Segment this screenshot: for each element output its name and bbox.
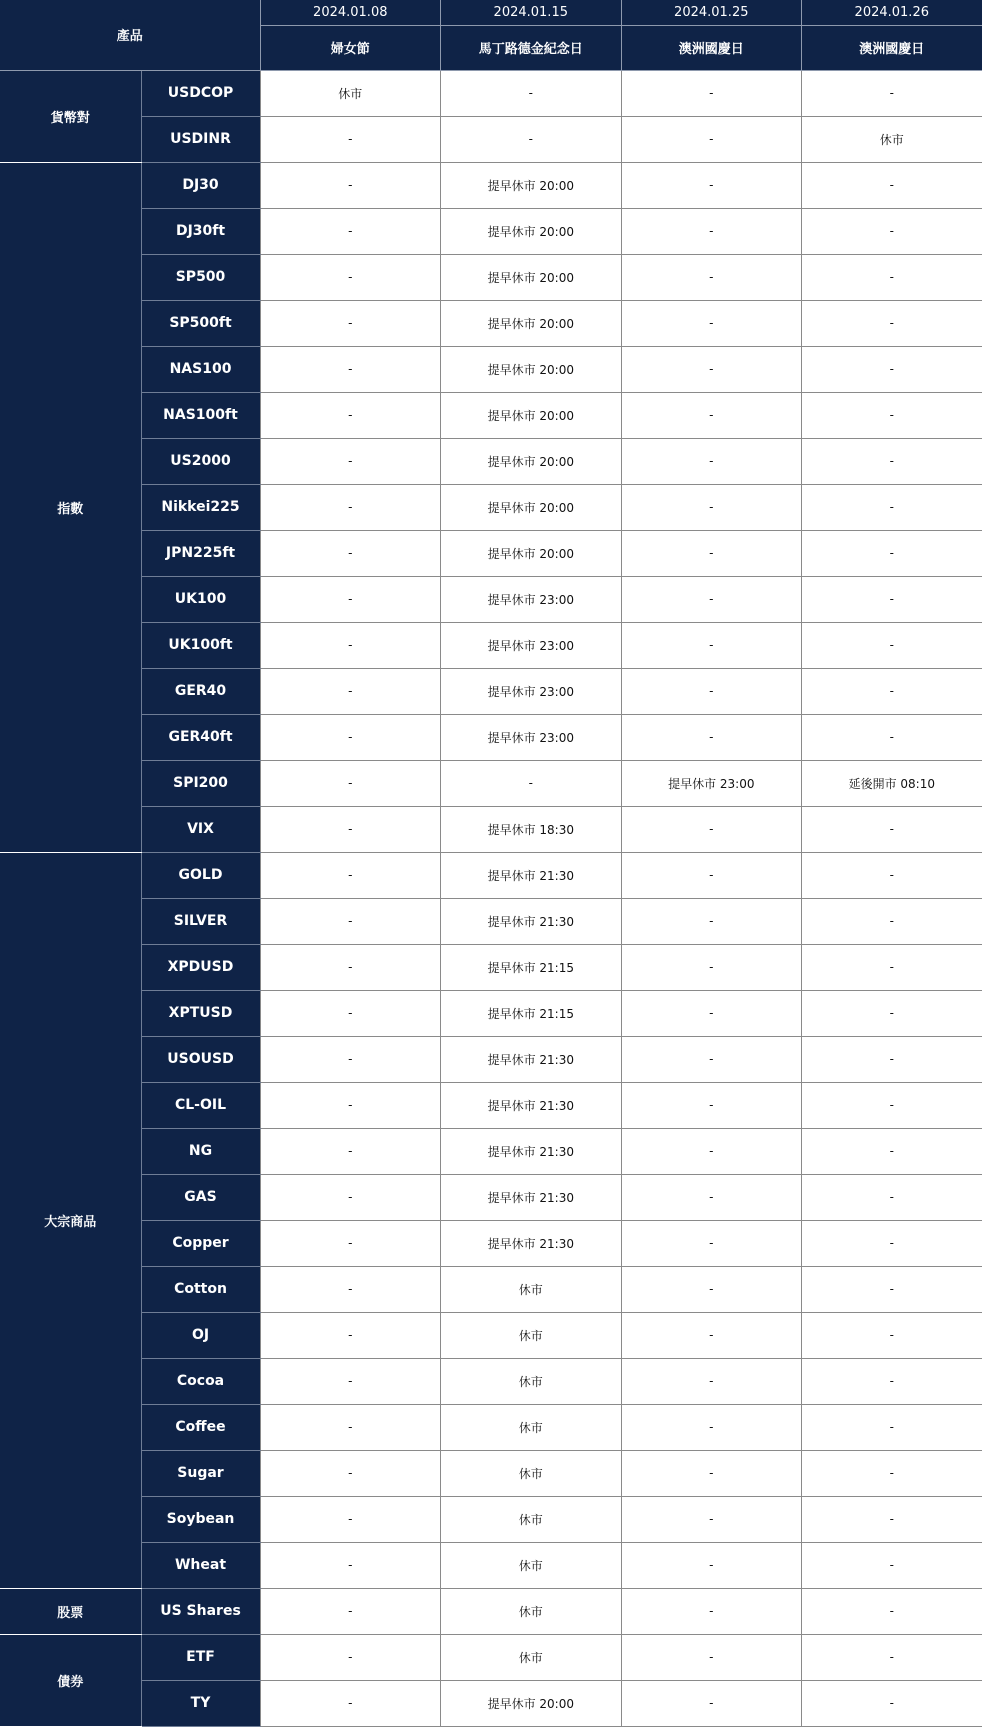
schedule-cell: 提早休市 20:00 <box>441 346 622 392</box>
table-row <box>0 162 982 208</box>
schedule-cell: - <box>260 1128 441 1174</box>
schedule-cell: - <box>802 1312 982 1358</box>
product-header: 產品 <box>0 0 260 70</box>
schedule-cell: - <box>260 1542 441 1588</box>
schedule-cell: 休市 <box>441 1266 622 1312</box>
table-row <box>0 392 982 438</box>
schedule-cell: 休市 <box>260 70 441 116</box>
schedule-cell: 提早休市 23:00 <box>441 668 622 714</box>
schedule-cell: 提早休市 20:00 <box>441 254 622 300</box>
symbol-cell: XPTUSD <box>141 990 260 1036</box>
symbol-cell: Nikkei225 <box>141 484 260 530</box>
schedule-cell: - <box>802 944 982 990</box>
schedule-cell: - <box>621 392 802 438</box>
symbol-cell: Sugar <box>141 1450 260 1496</box>
table-row <box>0 346 982 392</box>
schedule-cell: 提早休市 21:15 <box>441 990 622 1036</box>
table-row <box>0 1220 982 1266</box>
schedule-cell: - <box>802 576 982 622</box>
schedule-cell: - <box>260 1404 441 1450</box>
schedule-cell: - <box>621 668 802 714</box>
schedule-cell: - <box>802 1588 982 1634</box>
table-row <box>0 70 982 116</box>
holiday-header: 澳洲國慶日 <box>621 25 802 70</box>
symbol-cell: US2000 <box>141 438 260 484</box>
schedule-cell: - <box>260 392 441 438</box>
schedule-cell: - <box>802 714 982 760</box>
schedule-cell: - <box>802 622 982 668</box>
symbol-cell: Soybean <box>141 1496 260 1542</box>
table-row <box>0 1404 982 1450</box>
schedule-cell: - <box>260 530 441 576</box>
holiday-header: 馬丁路德金紀念日 <box>441 25 622 70</box>
schedule-cell: - <box>621 1128 802 1174</box>
table-row <box>0 898 982 944</box>
schedule-cell: - <box>260 714 441 760</box>
schedule-cell: - <box>260 438 441 484</box>
date-header: 2024.01.25 <box>621 0 802 25</box>
schedule-cell: - <box>802 208 982 254</box>
schedule-cell: - <box>260 484 441 530</box>
schedule-cell: - <box>260 1312 441 1358</box>
schedule-cell: 休市 <box>441 1312 622 1358</box>
schedule-cell: - <box>621 622 802 668</box>
schedule-cell: - <box>441 116 622 162</box>
symbol-cell: Cocoa <box>141 1358 260 1404</box>
schedule-cell: - <box>802 806 982 852</box>
symbol-cell: Copper <box>141 1220 260 1266</box>
schedule-cell: - <box>260 1266 441 1312</box>
schedule-cell: - <box>621 208 802 254</box>
schedule-cell: - <box>260 852 441 898</box>
schedule-cell: 提早休市 21:30 <box>441 1174 622 1220</box>
schedule-cell: 提早休市 20:00 <box>441 530 622 576</box>
schedule-cell: - <box>621 1220 802 1266</box>
schedule-cell: - <box>621 806 802 852</box>
schedule-cell: - <box>621 1680 802 1726</box>
symbol-cell: UK100ft <box>141 622 260 668</box>
schedule-cell: - <box>441 760 622 806</box>
schedule-cell: - <box>260 1082 441 1128</box>
table-row <box>0 1128 982 1174</box>
symbol-cell: GOLD <box>141 852 260 898</box>
schedule-cell: 提早休市 21:15 <box>441 944 622 990</box>
schedule-cell: - <box>621 346 802 392</box>
schedule-cell: - <box>260 1358 441 1404</box>
schedule-cell: - <box>260 806 441 852</box>
schedule-cell: - <box>260 208 441 254</box>
holiday-header: 澳洲國慶日 <box>802 25 982 70</box>
schedule-cell: 休市 <box>441 1358 622 1404</box>
table-row <box>0 852 982 898</box>
schedule-cell: - <box>621 1174 802 1220</box>
category-cell: 股票 <box>0 1588 141 1634</box>
symbol-cell: TY <box>141 1680 260 1726</box>
schedule-cell: - <box>621 438 802 484</box>
schedule-cell: - <box>802 484 982 530</box>
schedule-cell: 休市 <box>441 1404 622 1450</box>
schedule-cell: - <box>621 990 802 1036</box>
category-cell: 債券 <box>0 1634 141 1726</box>
schedule-cell: - <box>260 162 441 208</box>
schedule-cell: - <box>260 990 441 1036</box>
symbol-cell: US Shares <box>141 1588 260 1634</box>
schedule-cell: 提早休市 20:00 <box>441 392 622 438</box>
schedule-cell: - <box>802 438 982 484</box>
schedule-cell: 提早休市 21:30 <box>441 1036 622 1082</box>
schedule-cell: - <box>260 576 441 622</box>
table-row <box>0 530 982 576</box>
schedule-cell: 提早休市 21:30 <box>441 1082 622 1128</box>
schedule-cell: - <box>621 254 802 300</box>
schedule-cell: - <box>621 300 802 346</box>
schedule-cell: - <box>802 1266 982 1312</box>
schedule-cell: - <box>802 852 982 898</box>
schedule-cell: - <box>621 1542 802 1588</box>
schedule-cell: - <box>621 852 802 898</box>
table-row <box>0 1082 982 1128</box>
schedule-cell: - <box>260 944 441 990</box>
schedule-cell: - <box>260 1496 441 1542</box>
schedule-cell: - <box>802 530 982 576</box>
schedule-cell: - <box>802 162 982 208</box>
table-row <box>0 484 982 530</box>
schedule-cell: 休市 <box>441 1588 622 1634</box>
schedule-cell: 提早休市 20:00 <box>441 300 622 346</box>
table-row <box>0 714 982 760</box>
schedule-cell: - <box>260 1036 441 1082</box>
table-row <box>0 1634 982 1680</box>
schedule-cell: - <box>260 1680 441 1726</box>
symbol-cell: NG <box>141 1128 260 1174</box>
symbol-cell: SP500 <box>141 254 260 300</box>
schedule-cell: - <box>260 622 441 668</box>
symbol-cell: ETF <box>141 1634 260 1680</box>
symbol-cell: GER40 <box>141 668 260 714</box>
schedule-cell: - <box>621 162 802 208</box>
schedule-cell: - <box>621 1450 802 1496</box>
symbol-cell: JPN225ft <box>141 530 260 576</box>
table-row <box>0 1542 982 1588</box>
table-row <box>0 438 982 484</box>
symbol-cell: SPI200 <box>141 760 260 806</box>
schedule-cell: - <box>621 714 802 760</box>
schedule-cell: - <box>802 1036 982 1082</box>
schedule-cell: - <box>441 70 622 116</box>
schedule-cell: - <box>621 1634 802 1680</box>
symbol-cell: DJ30 <box>141 162 260 208</box>
schedule-cell: - <box>621 898 802 944</box>
symbol-cell: OJ <box>141 1312 260 1358</box>
schedule-cell: 提早休市 23:00 <box>621 760 802 806</box>
symbol-cell: SP500ft <box>141 300 260 346</box>
symbol-cell: USOUSD <box>141 1036 260 1082</box>
schedule-cell: 休市 <box>441 1450 622 1496</box>
schedule-cell: - <box>802 1404 982 1450</box>
category-cell: 指數 <box>0 162 141 852</box>
schedule-cell: - <box>802 70 982 116</box>
table-row <box>0 1358 982 1404</box>
schedule-cell: - <box>802 1634 982 1680</box>
symbol-cell: Cotton <box>141 1266 260 1312</box>
schedule-cell: 提早休市 21:30 <box>441 898 622 944</box>
schedule-cell: - <box>621 70 802 116</box>
symbol-cell: SILVER <box>141 898 260 944</box>
schedule-cell: - <box>260 1174 441 1220</box>
schedule-cell: - <box>802 1542 982 1588</box>
schedule-cell: - <box>621 1082 802 1128</box>
category-cell: 大宗商品 <box>0 852 141 1588</box>
schedule-cell: 提早休市 20:00 <box>441 208 622 254</box>
symbol-cell: DJ30ft <box>141 208 260 254</box>
schedule-cell: - <box>260 254 441 300</box>
symbol-cell: NAS100ft <box>141 392 260 438</box>
schedule-cell: - <box>802 346 982 392</box>
table-row <box>0 944 982 990</box>
schedule-cell: - <box>802 392 982 438</box>
schedule-cell: - <box>802 1220 982 1266</box>
table-row <box>0 990 982 1036</box>
schedule-cell: - <box>802 1496 982 1542</box>
table-row <box>0 806 982 852</box>
schedule-cell: - <box>260 300 441 346</box>
table-body <box>0 70 982 1726</box>
table-row <box>0 208 982 254</box>
schedule-cell: 提早休市 20:00 <box>441 1680 622 1726</box>
schedule-cell: - <box>621 530 802 576</box>
schedule-cell: 提早休市 23:00 <box>441 576 622 622</box>
schedule-cell: - <box>621 1266 802 1312</box>
schedule-cell: - <box>260 1634 441 1680</box>
schedule-cell: 休市 <box>802 116 982 162</box>
schedule-cell: - <box>621 1358 802 1404</box>
schedule-cell: - <box>260 1588 441 1634</box>
symbol-cell: USDCOP <box>141 70 260 116</box>
schedule-cell: - <box>260 346 441 392</box>
symbol-cell: UK100 <box>141 576 260 622</box>
schedule-cell: 提早休市 23:00 <box>441 714 622 760</box>
symbol-cell: GER40ft <box>141 714 260 760</box>
symbol-cell: NAS100 <box>141 346 260 392</box>
symbol-cell: VIX <box>141 806 260 852</box>
table-row <box>0 668 982 714</box>
symbol-cell: USDINR <box>141 116 260 162</box>
schedule-cell: 提早休市 18:30 <box>441 806 622 852</box>
table-row <box>0 760 982 806</box>
schedule-cell: - <box>802 668 982 714</box>
schedule-cell: - <box>621 1036 802 1082</box>
table-row <box>0 116 982 162</box>
schedule-cell: 休市 <box>441 1634 622 1680</box>
schedule-cell: 提早休市 20:00 <box>441 438 622 484</box>
schedule-cell: 延後開市 08:10 <box>802 760 982 806</box>
schedule-cell: - <box>260 1220 441 1266</box>
symbol-cell: CL-OIL <box>141 1082 260 1128</box>
date-header: 2024.01.08 <box>260 0 441 25</box>
table-row <box>0 1312 982 1358</box>
schedule-cell: 提早休市 23:00 <box>441 622 622 668</box>
symbol-cell: Coffee <box>141 1404 260 1450</box>
table-header <box>0 0 982 70</box>
schedule-cell: - <box>802 1082 982 1128</box>
schedule-cell: - <box>802 300 982 346</box>
symbol-cell: Wheat <box>141 1542 260 1588</box>
schedule-cell: - <box>260 1450 441 1496</box>
schedule-cell: 休市 <box>441 1542 622 1588</box>
schedule-cell: - <box>802 254 982 300</box>
schedule-cell: - <box>260 668 441 714</box>
schedule-cell: - <box>802 1680 982 1726</box>
table-row <box>0 1174 982 1220</box>
table-row <box>0 1450 982 1496</box>
symbol-cell: XPDUSD <box>141 944 260 990</box>
schedule-cell: 提早休市 20:00 <box>441 484 622 530</box>
table-row <box>0 622 982 668</box>
schedule-cell: 提早休市 21:30 <box>441 1128 622 1174</box>
table-row <box>0 1266 982 1312</box>
table-row <box>0 1496 982 1542</box>
category-cell: 貨幣對 <box>0 70 141 162</box>
date-row <box>0 0 982 25</box>
schedule-cell: - <box>260 116 441 162</box>
symbol-cell: GAS <box>141 1174 260 1220</box>
schedule-cell: - <box>802 1174 982 1220</box>
schedule-cell: 休市 <box>441 1496 622 1542</box>
schedule-cell: - <box>621 1496 802 1542</box>
schedule-cell: - <box>260 760 441 806</box>
schedule-cell: - <box>802 898 982 944</box>
schedule-cell: - <box>621 944 802 990</box>
table-row <box>0 1680 982 1726</box>
date-header: 2024.01.26 <box>802 0 982 25</box>
schedule-cell: - <box>802 1358 982 1404</box>
schedule-cell: - <box>621 116 802 162</box>
schedule-cell: - <box>621 484 802 530</box>
table-row <box>0 1588 982 1634</box>
table-row <box>0 300 982 346</box>
schedule-cell: 提早休市 20:00 <box>441 162 622 208</box>
schedule-cell: - <box>260 898 441 944</box>
schedule-cell: - <box>802 1450 982 1496</box>
date-header: 2024.01.15 <box>441 0 622 25</box>
schedule-cell: - <box>621 1588 802 1634</box>
schedule-cell: - <box>621 1404 802 1450</box>
table-row <box>0 576 982 622</box>
schedule-cell: - <box>621 576 802 622</box>
holiday-header: 婦女節 <box>260 25 441 70</box>
table-row <box>0 1036 982 1082</box>
schedule-cell: - <box>621 1312 802 1358</box>
schedule-cell: 提早休市 21:30 <box>441 852 622 898</box>
table-row <box>0 254 982 300</box>
schedule-cell: 提早休市 21:30 <box>441 1220 622 1266</box>
schedule-cell: - <box>802 990 982 1036</box>
schedule-cell: - <box>802 1128 982 1174</box>
